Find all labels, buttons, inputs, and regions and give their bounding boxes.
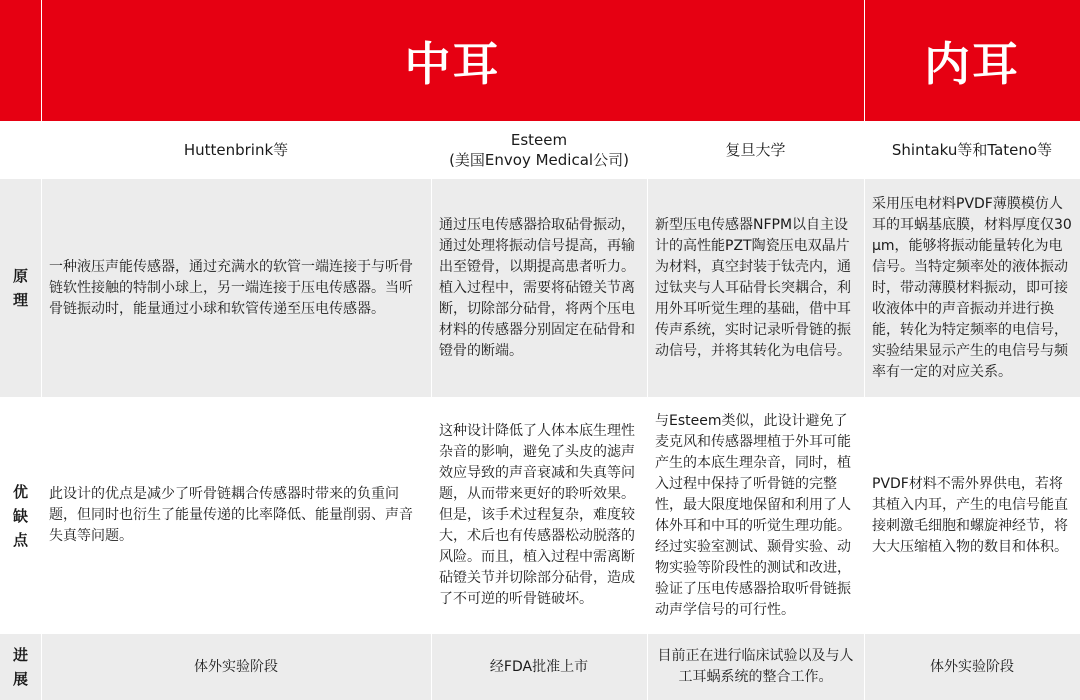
column-header-esteem-company: (美国Envoy Medical公司) (449, 151, 629, 169)
principle-huttenbrink: 一种液压声能传感器，通过充满水的软管一端连接于与听骨链软性接触的特制小球上，另一端连接于压电传感器。当听骨链振动时，能量通过小球和软管传递至压电传感器。 (41, 179, 431, 397)
header-middle-ear: 中耳 (404, 36, 501, 91)
column-header-shintaku: Shintaku等和Tateno等 (864, 121, 1080, 179)
progress-huttenbrink: 体外实验阶段 (41, 634, 431, 700)
column-header-esteem (431, 121, 647, 179)
pros-cons-huttenbrink: 此设计的优点是减少了听骨链耦合传感器时带来的负重问题，但同时也衍生了能量传递的比率降低、能量削弱、声音失真等问题。 (41, 397, 431, 634)
divider (41, 0, 42, 121)
progress-fudan: 目前正在进行临床试验以及与人工耳蜗系统的整合工作。 (647, 634, 864, 700)
column-divider (647, 179, 648, 700)
column-header-fudan: 复旦大学 (647, 121, 864, 179)
header-inner-ear: 内耳 (924, 36, 1020, 91)
pros-cons-shintaku: PVDF材料不需外界供电，若将其植入内耳，产生的电信号能直接刺激毛细胞和螺旋神经节，将大大压缩植入物的数目和体积。 (864, 397, 1080, 634)
column-divider (864, 179, 865, 700)
row-label-progress: 进 展 (0, 634, 41, 700)
column-header-huttenbrink: Huttenbrink等 (41, 121, 431, 179)
divider (864, 0, 865, 121)
principle-esteem: 通过压电传感器拾取砧骨振动，通过处理将振动信号提高，再输出至镫骨，以期提高患者听力。植入过程中，需要将砧镫关节离断，切除部分砧骨，将两个压电材料的传感器分别固定在砧骨和镫骨的断端。 (431, 179, 647, 397)
principle-fudan: 新型压电传感器NFPM以自主设计的高性能PZT陶瓷压电双晶片为材料，真空封装于钛壳内，通过钛夹与人耳砧骨长突耦合，利用外耳听觉生理的基础，借中耳传声系统，实时记录听骨链的振动信号，并将其转化为电信号。 (647, 179, 864, 397)
row-label-pros-cons: 优 缺 点 (0, 397, 41, 634)
column-header-esteem-name: Esteem (510, 131, 568, 149)
column-divider (41, 179, 42, 700)
progress-shintaku: 体外实验阶段 (864, 634, 1080, 700)
pros-cons-fudan: 与Esteem类似，此设计避免了麦克风和传感器埋植于外耳可能产生的本底生理杂音，同时，植入过程中保持了听骨链的完整性，最大限度地保留和利用了人体外耳和中耳的听觉生理功能。经过实验室测试、颞骨实验、动物实验等阶段性的测试和改进，验证了压电传感器拾取听骨链振动声学信号的可行性。 (647, 397, 864, 634)
column-divider (431, 179, 432, 700)
principle-shintaku: 采用压电材料PVDF薄膜模仿人耳的耳蜗基底膜，材料厚度仅30 μm，能够将振动能量转化为电信号。当特定频率处的液体振动时，带动薄膜材料振动，即可接收液体中的声音振动并进行换能，转化为特定频率的电信号，实验结果显示产生的电信号与频率有一定的对应关系。 (864, 179, 1080, 397)
pros-cons-esteem: 这种设计降低了人体本底生理性杂音的影响，避免了头皮的滤声效应导致的声音衰减和失真等问题，从而带来更好的聆听效果。但是，该手术过程复杂，难度较大，术后也有传感器松动脱落的风险。而且，植入过程中需离断砧镫关节并切除部分砧骨，造成了不可逆的听骨链破坏。 (431, 397, 647, 634)
progress-esteem: 经FDA批准上市 (431, 634, 647, 700)
row-label-principle: 原 理 (0, 179, 41, 397)
